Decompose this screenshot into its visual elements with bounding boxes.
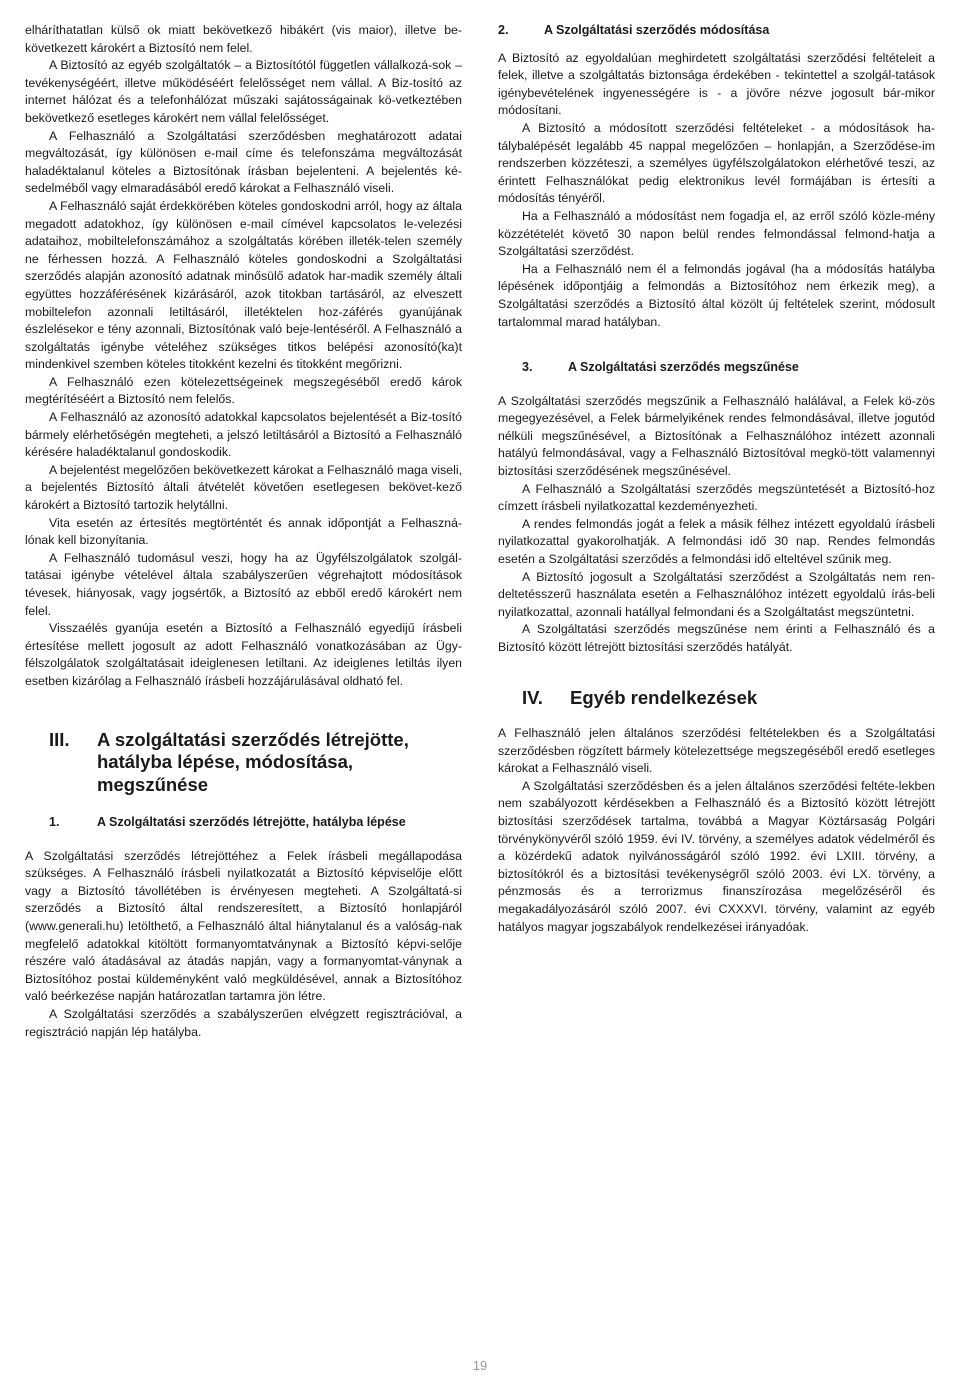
paragraph: elháríthatatlan külső ok miatt bekövetkező hibákért (vis maior), illetve be-következett károkért a Biztosító nem felel. [25, 23, 462, 55]
paragraph: A Biztosító az egyoldalúan meghirdetett szolgáltatási szerződési feltételeit a felek, illetve a szolgáltatás biztonsága érdekében - tekintettel a szolgál-tatások igénybevételének ingyenességére is - a jövőre nézve jogosult bár-mikor módosítani. [498, 50, 935, 118]
left-column [25, 22, 462, 1041]
subsection-heading [498, 22, 935, 40]
paragraph: Ha a Felhasználó nem él a felmondás jogával (ha a módosítás hatályba lépésének időpontjáig a felmondás a Biztosítóhoz nem érkezik meg), a Szolgáltatási szerződés a Biztosító által közölt új feltételek szerint, módosult tartalommal marad hatályban. [498, 261, 935, 329]
subsection-heading [25, 814, 462, 832]
paragraph: A bejelentést megelőzően bekövetkezett károkat a Felhasználó maga viseli, a bejelentés Biztosító általi átvételét követően esetlegesen bekövet-kező károkért a Biztosító tartozik helytállni. [25, 462, 462, 513]
paragraph: A Felhasználó jelen általános szerződési feltételekben és a Szolgáltatási szerződésben rögzített bármely kötelezettsége megszegéséből eredő esetleges károkat a Felhasználó viseli. [498, 726, 935, 776]
page-number: 19 [472, 1358, 488, 1373]
subsection-heading [498, 359, 935, 377]
paragraph: Vita esetén az értesítés megtörténtét és annak időpontját a Felhaszná-lónak kell bizonyítania. [25, 515, 462, 548]
paragraph: A Biztosító a módosított szerződési feltételeket - a módosítások ha-tálybalépését legalább 45 nappal megelőzően – honlapján, a Szerződése-im rendszerben közzéteszi, a személyes ügyfélszolgálatokon elérhetővé teszi, az érintett Felhasználókat pedig elektronikus levél formájában is értesíti a módosítás tényéről. [498, 120, 935, 206]
paragraph: A Biztosító az egyéb szolgáltatók – a Biztosítótól független vállalkozá-sok – tevékenységéért, illetve működéséért felelősséget nem vállal. A Biz-tosító az internet hálózat és a telefonhálózat műszaki sajátosságainak kö-vetkeztében bekövetkező esetleges károkért nem vállal felelősséget. [25, 58, 462, 125]
paragraph: A Felhasználó ezen kötelezettségeinek megszegéséből eredő károk megtérítéséért a Biztosító nem felelős. [25, 374, 462, 407]
section-heading [25, 729, 462, 797]
section-title: A szolgáltatási szerződés létrejötte, hatályba lépése, módosítása, megszűnése [97, 728, 409, 795]
right-column [498, 22, 935, 936]
paragraph: A rendes felmondás jogát a felek a másik félhez intézett egyoldalú írásbeli nyilatkozattal gyakorolhatják. A felmondási idő 30 nap. Rendes felmondás esetén a Szolgáltatási szerződés a felmondási idő elteltével szűnik meg. [498, 516, 935, 567]
paragraph: Ha a Felhasználó a módosítást nem fogadja el, az erről szóló közle-mény közzétételét követő 30 napon belül rendes felmondással felmond-hatja a Szolgáltatási szerződést. [498, 208, 935, 259]
subsection-title: A Szolgáltatási szerződés módosítása [544, 23, 770, 37]
paragraph: Visszaélés gyanúja esetén a Biztosító a Felhasználó egyedijű írásbeli értesítése mellett jogosult az adott Felhasználó vonatkozásában az Ügy-félszolgálatok szolgáltatásait ideiglenesen letiltani. Az ideiglenes letiltás ilyen esetben kizárólag a Felhasználó írásbeli hozzájárulásával oldható fel. [25, 621, 462, 688]
subsection-number: 2. [498, 23, 509, 37]
paragraph: A Szolgáltatási szerződés létrejöttéhez a Felek írásbeli megállapodása szükséges. A Felhasználó írásbeli nyilatkozatát a Biztosító képviselője előtt vagy a Biztosító távollétében is érvényesen megteheti. A Szolgáltatá-si szerződés a Biztosító által rendszeresített, a Biztosító honlapjáról (www.generali.hu) letölthető, a Felhasználó által hiánytalanul és a valóság-nak megfelelő adatokkal kitöltött formanyomtatványnak a Biztosító képvi-selője részére való átadásával az átadás napján, vagy a formanyomtat-ványnak a Biztosítóhoz postai küldeményként való megküldésével, annak a Biztosítóhoz való beérkezése napján határozatlan tartamra jön létre. [25, 848, 462, 1004]
paragraph: A Szolgáltatási szerződés megszűnik a Felhasználó halálával, a Felek kö-zös megegyezésével, a Felek bármelyikének rendes felmondásával, illetve jogutód nélküli megszűnésével, a Biztosítónak a Felhasználóhoz intézett azonnali hatályú felmondásával, vagy a Felhasználó Biztosítóval megkö-tött valamennyi biztosítási szerződésének megszűnésével. [498, 393, 935, 479]
section-title: Egyéb rendelkezések [570, 686, 758, 708]
paragraph: A Felhasználó tudomásul veszi, hogy ha az Ügyfélszolgálatok szolgál-tatásai igénybe vételével általa szabályszerűen végrehajtott módosítások tévesek, hiányosak, vagy jogsértők, a Biztosító az ebből eredő károkért nem felel. [25, 550, 462, 618]
subsection-title: A Szolgáltatási szerződés létrejötte, hatályba lépése [97, 815, 406, 830]
subsection-number: 3. [522, 360, 533, 375]
paragraph: A Szolgáltatási szerződésben és a jelen általános szerződési feltéte-lekben nem szabályozott kérdésekben a Felhasználó és a Biztosító között létrejött biztosítási szerződések tartalma, továbbá a Magyar Köztársaság Polgári törvénykönyvéről szóló 1959. évi IV. törvény, a személyes adatok védelméről és a közérdekű adatok nyilvánosságáról szóló 1992. évi LXIII. törvény, a biztosítókról és a biztosítási tevékenységről szóló 2003. évi LX. törvény, a pénzmosás és a terrorizmus finanszírozása megelőzéséről és megakadályozásáról szóló 2007. évi CXXXVI. törvény, valamint az egyéb hatályos magyar jogszabályok rendelkezései irányadóak. [498, 778, 935, 934]
paragraph: A Biztosító jogosult a Szolgáltatási szerződést a Szolgáltatás nem ren-deltetésszerű használata esetén a Felhasználóhoz intézett egyoldalú írás-beli nyilatkozattal, azonnali hatállyal felmondani és a Szolgáltatást megszüntetni. [498, 569, 935, 619]
paragraph: A Szolgáltatási szerződés a szabályszerűen elvégzett regisztrációval, a regisztráció napján lép hatályba. [25, 1007, 462, 1039]
section-number: III. [49, 728, 70, 750]
section-heading [498, 687, 935, 710]
paragraph: A Szolgáltatási szerződés megszűnése nem érinti a Felhasználó és a Biztosító között létrejött biztosítási szerződés hatályát. [498, 622, 935, 654]
paragraph: A Felhasználó az azonosító adatokkal kapcsolatos bejelentését a Biz-tosító bármely elérhetőségén megteheti, a jelszó letiltásáról a Biztosító a Felhasználó kérésére haladéktalanul gondoskodik. [25, 410, 462, 460]
subsection-title: A Szolgáltatási szerződés megszűnése [568, 360, 799, 375]
subsection-number: 1. [49, 815, 60, 830]
section-number: IV. [522, 686, 543, 708]
paragraph: A Felhasználó saját érdekkörében köteles gondoskodni arról, hogy az általa megadott adatokhoz, így különösen e-mail címével kapcsolatos le-velezési adataihoz, mobiltelefonszámához a szolgáltatás körében illeték-telen személy ne férhessen hozzá. A Felhasználó köteles gondoskodni a Szolgáltatási szerződés alapján azonosító adatnak minősülő adatok har-madik személy általi együttes hozzáférésének kizárásáról, azok titokban tartásáról, az elveszett mobiltelefon azonnali letiltásáról, illetéktelen hoz-záférés gyanújának észlelésekor e tény azonnali, Biztosítónak való beje-lentéséről. A Felhasználó a szolgáltatás igénybe vételéhez szükséges titkos belépési azonosító(ka)t mindenkivel szemben köteles titokként kezelni és titokként megőrizni. [25, 198, 462, 372]
paragraph: A Felhasználó a Szolgáltatási szerződés megszüntetését a Biztosító-hoz címzett írásbeli nyilatkozattal kezdeményezheti. [498, 481, 935, 514]
paragraph: A Felhasználó a Szolgáltatási szerződésben meghatározott adatai megváltozását, így különösen e-mail címe és telefonszáma megváltozását haladéktalanul köteles a Biztosítónak írásban bejelenteni. A bejelentés ké-sedelméből vagy elmaradásából eredő károkat a Felhasználó viseli. [25, 128, 462, 196]
